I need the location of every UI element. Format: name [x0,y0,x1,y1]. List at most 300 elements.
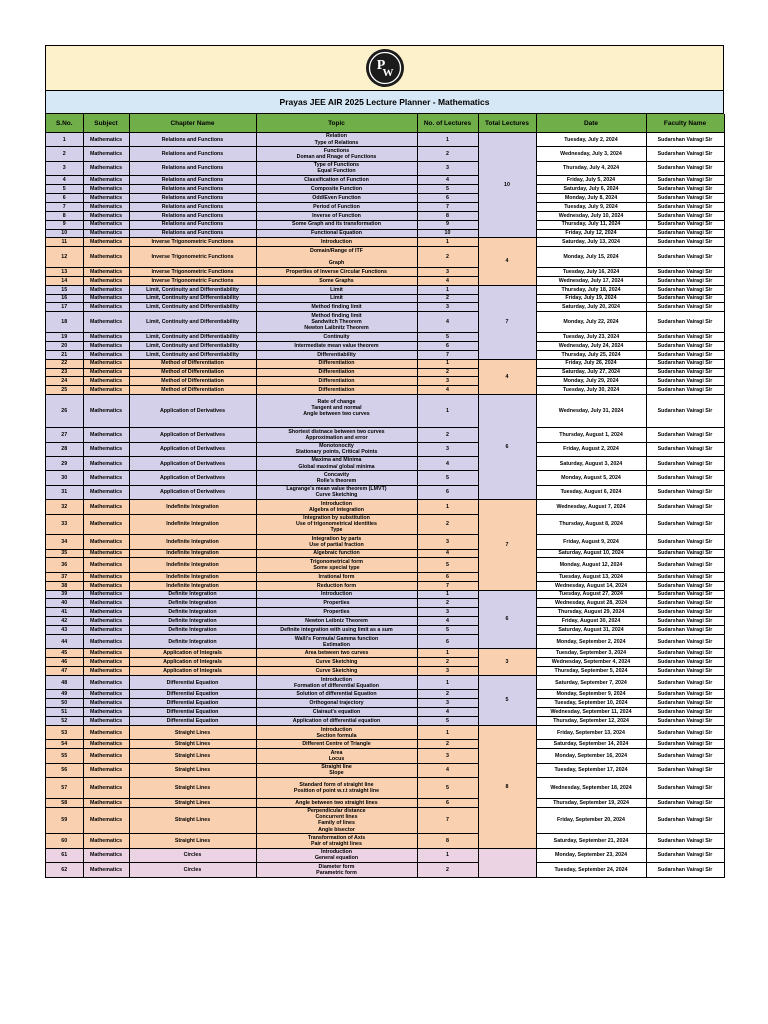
total-lectures-cell: 7 [478,500,536,590]
date-cell: Saturday, September 21, 2024 [536,834,646,848]
subject-cell: Mathematics [83,428,129,442]
sno-cell: 4 [46,176,83,185]
chapter-cell: Circles [129,863,256,877]
table-row [46,726,724,740]
lectures-cell: 3 [417,377,478,386]
lectures-cell: 1 [417,649,478,658]
table-row [46,193,724,202]
table-row [46,617,724,626]
lectures-cell: 5 [417,332,478,341]
table-row [46,350,724,359]
chapter-cell: Relations and Functions [129,202,256,211]
sno-cell: 62 [46,863,83,877]
topic-cell: Rate of change Tangent and normal Angle between two curves [256,395,417,428]
faculty-cell: Sudarshan Vairagi Sir [646,471,724,485]
faculty-cell: Sudarshan Vairagi Sir [646,332,724,341]
sno-cell: 29 [46,456,83,470]
topic-cell: Curve Sketching [256,667,417,676]
chapter-cell: Straight Lines [129,798,256,807]
topic-cell: Monotonocity Stationary points, Critical Points [256,442,417,456]
faculty-cell: Sudarshan Vairagi Sir [646,726,724,740]
lectures-cell: 1 [417,395,478,428]
faculty-cell: Sudarshan Vairagi Sir [646,848,724,862]
sno-cell: 12 [46,247,83,268]
topic-cell: Solution of differential Equation [256,690,417,699]
date-cell: Wednesday, August 28, 2024 [536,599,646,608]
subject-cell: Mathematics [83,749,129,763]
lectures-cell: 4 [417,456,478,470]
sno-cell: 14 [46,276,83,285]
lectures-cell: 4 [417,176,478,185]
lectures-cell: 6 [417,485,478,499]
subject-cell: Mathematics [83,667,129,676]
date-cell: Thursday, July 11, 2024 [536,220,646,229]
lectures-cell: 1 [417,359,478,368]
chapter-cell: Relations and Functions [129,176,256,185]
col-header-topic: Topic [256,114,417,133]
subject-cell: Mathematics [83,471,129,485]
date-cell: Thursday, July 4, 2024 [536,161,646,175]
date-cell: Tuesday, July 2, 2024 [536,133,646,147]
faculty-cell: Sudarshan Vairagi Sir [646,229,724,238]
faculty-cell: Sudarshan Vairagi Sir [646,599,724,608]
sno-cell: 17 [46,303,83,312]
subject-cell: Mathematics [83,649,129,658]
pw-logo [366,49,404,87]
sno-cell: 56 [46,763,83,777]
table-row [46,368,724,377]
lectures-cell: 6 [417,341,478,350]
total-lectures-cell: 8 [478,726,536,849]
date-cell: Saturday, July 27, 2024 [536,368,646,377]
sno-cell: 35 [46,549,83,558]
topic-cell: Newton Leibniz Theorem [256,617,417,626]
sno-cell: 51 [46,708,83,717]
faculty-cell: Sudarshan Vairagi Sir [646,649,724,658]
sno-cell: 16 [46,294,83,303]
chapter-cell: Inverse Trigonometric Functions [129,238,256,247]
lectures-cell: 5 [417,778,478,799]
topic-cell: Area between two curves [256,649,417,658]
chapter-cell: Definite Integration [129,599,256,608]
lectures-cell: 4 [417,708,478,717]
date-cell: Wednesday, July 10, 2024 [536,211,646,220]
sno-cell: 58 [46,798,83,807]
subject-cell: Mathematics [83,514,129,535]
subject-cell: Mathematics [83,312,129,333]
chapter-cell: Method of Differentiation [129,386,256,395]
subject-cell: Mathematics [83,617,129,626]
subject-cell: Mathematics [83,572,129,581]
subject-cell: Mathematics [83,726,129,740]
faculty-cell: Sudarshan Vairagi Sir [646,834,724,848]
table-row [46,590,724,599]
table-row [46,599,724,608]
chapter-cell: Straight Lines [129,740,256,749]
sno-cell: 24 [46,377,83,386]
date-cell: Friday, August 9, 2024 [536,535,646,549]
subject-cell: Mathematics [83,740,129,749]
topic-cell: Some Graph and its transformation [256,220,417,229]
faculty-cell: Sudarshan Vairagi Sir [646,708,724,717]
lectures-cell: 4 [417,312,478,333]
topic-cell: Differentiability [256,350,417,359]
total-lectures-cell [478,848,536,877]
sno-cell: 33 [46,514,83,535]
chapter-cell: Relations and Functions [129,185,256,194]
subject-cell: Mathematics [83,229,129,238]
chapter-cell: Definite Integration [129,617,256,626]
subject-cell: Mathematics [83,699,129,708]
faculty-cell: Sudarshan Vairagi Sir [646,428,724,442]
sno-cell: 10 [46,229,83,238]
total-lectures-cell: 5 [478,676,536,726]
topic-cell: Angle between two straight lines [256,798,417,807]
table-row [46,202,724,211]
faculty-cell: Sudarshan Vairagi Sir [646,549,724,558]
lectures-cell: 3 [417,267,478,276]
topic-cell: Diameter form Parametric form [256,863,417,877]
subject-cell: Mathematics [83,763,129,777]
lectures-cell: 5 [417,471,478,485]
sno-cell: 61 [46,848,83,862]
date-cell: Tuesday, July 30, 2024 [536,386,646,395]
table-row [46,341,724,350]
chapter-cell: Application of Integrals [129,649,256,658]
lectures-cell: 2 [417,658,478,667]
subject-cell: Mathematics [83,535,129,549]
date-cell: Monday, August 5, 2024 [536,471,646,485]
sno-cell: 40 [46,599,83,608]
faculty-cell: Sudarshan Vairagi Sir [646,294,724,303]
lectures-cell: 1 [417,676,478,690]
date-cell: Wednesday, July 31, 2024 [536,395,646,428]
faculty-cell: Sudarshan Vairagi Sir [646,276,724,285]
faculty-cell: Sudarshan Vairagi Sir [646,442,724,456]
date-cell: Tuesday, August 27, 2024 [536,590,646,599]
lectures-cell: 3 [417,749,478,763]
table-row [46,359,724,368]
table-body [46,133,724,878]
sno-cell: 52 [46,717,83,726]
date-cell: Monday, September 9, 2024 [536,690,646,699]
topic-cell: Perpendicular distance Concurrent lines Family of lines Angle bisector [256,807,417,834]
chapter-cell: Differential Equation [129,717,256,726]
date-cell: Thursday, August 1, 2024 [536,428,646,442]
lectures-cell: 6 [417,572,478,581]
topic-cell: Integration by parts Use of partial fraction [256,535,417,549]
topic-cell: Odd/Even Function [256,193,417,202]
topic-cell: Properties [256,608,417,617]
date-cell: Saturday, August 3, 2024 [536,456,646,470]
subject-cell: Mathematics [83,690,129,699]
subject-cell: Mathematics [83,276,129,285]
topic-cell: Clairaut's equation [256,708,417,717]
lectures-cell: 2 [417,294,478,303]
faculty-cell: Sudarshan Vairagi Sir [646,267,724,276]
faculty-cell: Sudarshan Vairagi Sir [646,193,724,202]
sno-cell: 41 [46,608,83,617]
date-cell: Tuesday, August 6, 2024 [536,485,646,499]
date-cell: Tuesday, September 3, 2024 [536,649,646,658]
sno-cell: 5 [46,185,83,194]
col-header-total: Total Lectures [478,114,536,133]
date-cell: Saturday, July 6, 2024 [536,185,646,194]
table-row [46,863,724,877]
subject-cell: Mathematics [83,211,129,220]
chapter-cell: Method of Differentiation [129,359,256,368]
sno-cell: 38 [46,581,83,590]
table-row [46,834,724,848]
faculty-cell: Sudarshan Vairagi Sir [646,778,724,799]
sno-cell: 36 [46,558,83,572]
table-row [46,238,724,247]
faculty-cell: Sudarshan Vairagi Sir [646,147,724,161]
lectures-cell: 2 [417,247,478,268]
sno-cell: 2 [46,147,83,161]
table-row [46,740,724,749]
chapter-cell: Indefinite Integration [129,500,256,514]
subject-cell: Mathematics [83,368,129,377]
table-row [46,549,724,558]
faculty-cell: Sudarshan Vairagi Sir [646,500,724,514]
sno-cell: 57 [46,778,83,799]
table-row [46,749,724,763]
sno-cell: 3 [46,161,83,175]
topic-cell: Method finding limit [256,303,417,312]
faculty-cell: Sudarshan Vairagi Sir [646,717,724,726]
subject-cell: Mathematics [83,176,129,185]
topic-cell: Properties of Inverse Circular Functions [256,267,417,276]
table-row [46,514,724,535]
date-cell: Saturday, July 20, 2024 [536,303,646,312]
date-cell: Monday, September 2, 2024 [536,635,646,649]
sno-cell: 28 [46,442,83,456]
topic-cell: Concavity Rolle's theorem [256,471,417,485]
lectures-cell: 2 [417,428,478,442]
sno-cell: 48 [46,676,83,690]
subject-cell: Mathematics [83,708,129,717]
sno-cell: 15 [46,285,83,294]
sno-cell: 20 [46,341,83,350]
table-row [46,442,724,456]
sno-cell: 42 [46,617,83,626]
table-row [46,285,724,294]
lectures-cell: 4 [417,386,478,395]
chapter-cell: Differential Equation [129,676,256,690]
subject-cell: Mathematics [83,267,129,276]
lectures-cell: 3 [417,442,478,456]
faculty-cell: Sudarshan Vairagi Sir [646,667,724,676]
chapter-cell: Straight Lines [129,749,256,763]
chapter-cell: Application of Derivatives [129,456,256,470]
chapter-cell: Limit, Continuity and Differentiability [129,285,256,294]
date-cell: Tuesday, July 16, 2024 [536,267,646,276]
chapter-cell: Indefinite Integration [129,572,256,581]
lectures-cell: 5 [417,558,478,572]
chapter-cell: Application of Derivatives [129,395,256,428]
topic-cell: Curve Sketching [256,658,417,667]
chapter-cell: Method of Differentiation [129,377,256,386]
table-row [46,133,724,147]
table-row [46,456,724,470]
date-cell: Tuesday, July 9, 2024 [536,202,646,211]
topic-cell: Introduction Formation of differential Equation [256,676,417,690]
sno-cell: 39 [46,590,83,599]
table-row [46,267,724,276]
lecture-table [46,114,725,878]
chapter-cell: Inverse Trigonometric Functions [129,267,256,276]
table-row [46,276,724,285]
col-header-chapter: Chapter Name [129,114,256,133]
table-row [46,247,724,268]
sno-cell: 6 [46,193,83,202]
subject-cell: Mathematics [83,395,129,428]
lectures-cell: 2 [417,690,478,699]
chapter-cell: Application of Derivatives [129,471,256,485]
topic-cell: Introduction [256,238,417,247]
table-row [46,581,724,590]
lectures-cell: 7 [417,202,478,211]
subject-cell: Mathematics [83,658,129,667]
lectures-cell: 5 [417,626,478,635]
sno-cell: 60 [46,834,83,848]
total-lectures-cell: 3 [478,649,536,676]
subject-cell: Mathematics [83,599,129,608]
lectures-cell: 1 [417,133,478,147]
subject-cell: Mathematics [83,778,129,799]
subject-cell: Mathematics [83,717,129,726]
faculty-cell: Sudarshan Vairagi Sir [646,690,724,699]
subject-cell: Mathematics [83,341,129,350]
subject-cell: Mathematics [83,294,129,303]
faculty-cell: Sudarshan Vairagi Sir [646,350,724,359]
lectures-cell: 10 [417,229,478,238]
faculty-cell: Sudarshan Vairagi Sir [646,303,724,312]
subject-cell: Mathematics [83,350,129,359]
subject-cell: Mathematics [83,456,129,470]
date-cell: Friday, August 30, 2024 [536,617,646,626]
faculty-cell: Sudarshan Vairagi Sir [646,749,724,763]
faculty-cell: Sudarshan Vairagi Sir [646,485,724,499]
table-row [46,649,724,658]
date-cell: Monday, July 22, 2024 [536,312,646,333]
sno-cell: 21 [46,350,83,359]
table-row [46,395,724,428]
sno-cell: 9 [46,220,83,229]
topic-cell: Straight line Slope [256,763,417,777]
sno-cell: 55 [46,749,83,763]
faculty-cell: Sudarshan Vairagi Sir [646,608,724,617]
col-header-date: Date [536,114,646,133]
topic-cell: Functions Doman and Rnage of Functions [256,147,417,161]
faculty-cell: Sudarshan Vairagi Sir [646,590,724,599]
subject-cell: Mathematics [83,303,129,312]
date-cell: Tuesday, September 10, 2024 [536,699,646,708]
date-cell: Saturday, August 10, 2024 [536,549,646,558]
date-cell: Friday, July 5, 2024 [536,176,646,185]
sno-cell: 30 [46,471,83,485]
svg-text:P: P [376,58,385,73]
topic-cell: Different Centre of Triangle [256,740,417,749]
faculty-cell: Sudarshan Vairagi Sir [646,581,724,590]
sno-cell: 53 [46,726,83,740]
chapter-cell: Inverse Trigonometric Functions [129,276,256,285]
lectures-cell: 1 [417,500,478,514]
lectures-cell: 3 [417,699,478,708]
chapter-cell: Indefinite Integration [129,514,256,535]
sno-cell: 37 [46,572,83,581]
faculty-cell: Sudarshan Vairagi Sir [646,617,724,626]
chapter-cell: Limit, Continuity and Differentiability [129,294,256,303]
chapter-cell: Relations and Functions [129,229,256,238]
topic-cell: Classification of Function [256,176,417,185]
subject-cell: Mathematics [83,807,129,834]
topic-cell: Continuity [256,332,417,341]
lectures-cell: 9 [417,220,478,229]
subject-cell: Mathematics [83,133,129,147]
date-cell: Wednesday, September 4, 2024 [536,658,646,667]
subject-cell: Mathematics [83,161,129,175]
chapter-cell: Limit, Continuity and Differentiability [129,332,256,341]
sno-cell: 34 [46,535,83,549]
table-header-row [46,114,724,133]
sno-cell: 19 [46,332,83,341]
topic-cell: Limit [256,285,417,294]
table-row [46,667,724,676]
faculty-cell: Sudarshan Vairagi Sir [646,185,724,194]
topic-cell: Introduction Section formula [256,726,417,740]
table-row [46,312,724,333]
sno-cell: 49 [46,690,83,699]
topic-cell: Differentiation [256,359,417,368]
lectures-cell: 6 [417,635,478,649]
table-row [46,471,724,485]
date-cell: Friday, July 19, 2024 [536,294,646,303]
table-row [46,147,724,161]
svg-text:W: W [382,67,393,79]
chapter-cell: Indefinite Integration [129,535,256,549]
lectures-cell: 1 [417,238,478,247]
chapter-cell: Inverse Trigonometric Functions [129,247,256,268]
faculty-cell: Sudarshan Vairagi Sir [646,220,724,229]
faculty-cell: Sudarshan Vairagi Sir [646,395,724,428]
date-cell: Thursday, September 12, 2024 [536,717,646,726]
date-cell: Monday, September 23, 2024 [536,848,646,862]
date-cell: Wednesday, August 7, 2024 [536,500,646,514]
topic-cell: Integration by substitution Use of trigonometrical identities Type [256,514,417,535]
table-row [46,690,724,699]
subject-cell: Mathematics [83,332,129,341]
topic-cell: Method finding limit Sandwitch Theorem Newton Laibnitz Theorem [256,312,417,333]
topic-cell: Maxima and Minima Global maxima/ global minima [256,456,417,470]
date-cell: Thursday, July 18, 2024 [536,285,646,294]
col-header-sno: S.No. [46,114,83,133]
topic-cell: Trigonometrical form Some special type [256,558,417,572]
chapter-cell: Application of Derivatives [129,428,256,442]
sno-cell: 45 [46,649,83,658]
faculty-cell: Sudarshan Vairagi Sir [646,341,724,350]
table-row [46,377,724,386]
faculty-cell: Sudarshan Vairagi Sir [646,133,724,147]
subject-cell: Mathematics [83,285,129,294]
chapter-cell: Straight Lines [129,807,256,834]
topic-cell: Reduction form [256,581,417,590]
table-row [46,572,724,581]
sno-cell: 43 [46,626,83,635]
chapter-cell: Definite Integration [129,590,256,599]
subject-cell: Mathematics [83,238,129,247]
